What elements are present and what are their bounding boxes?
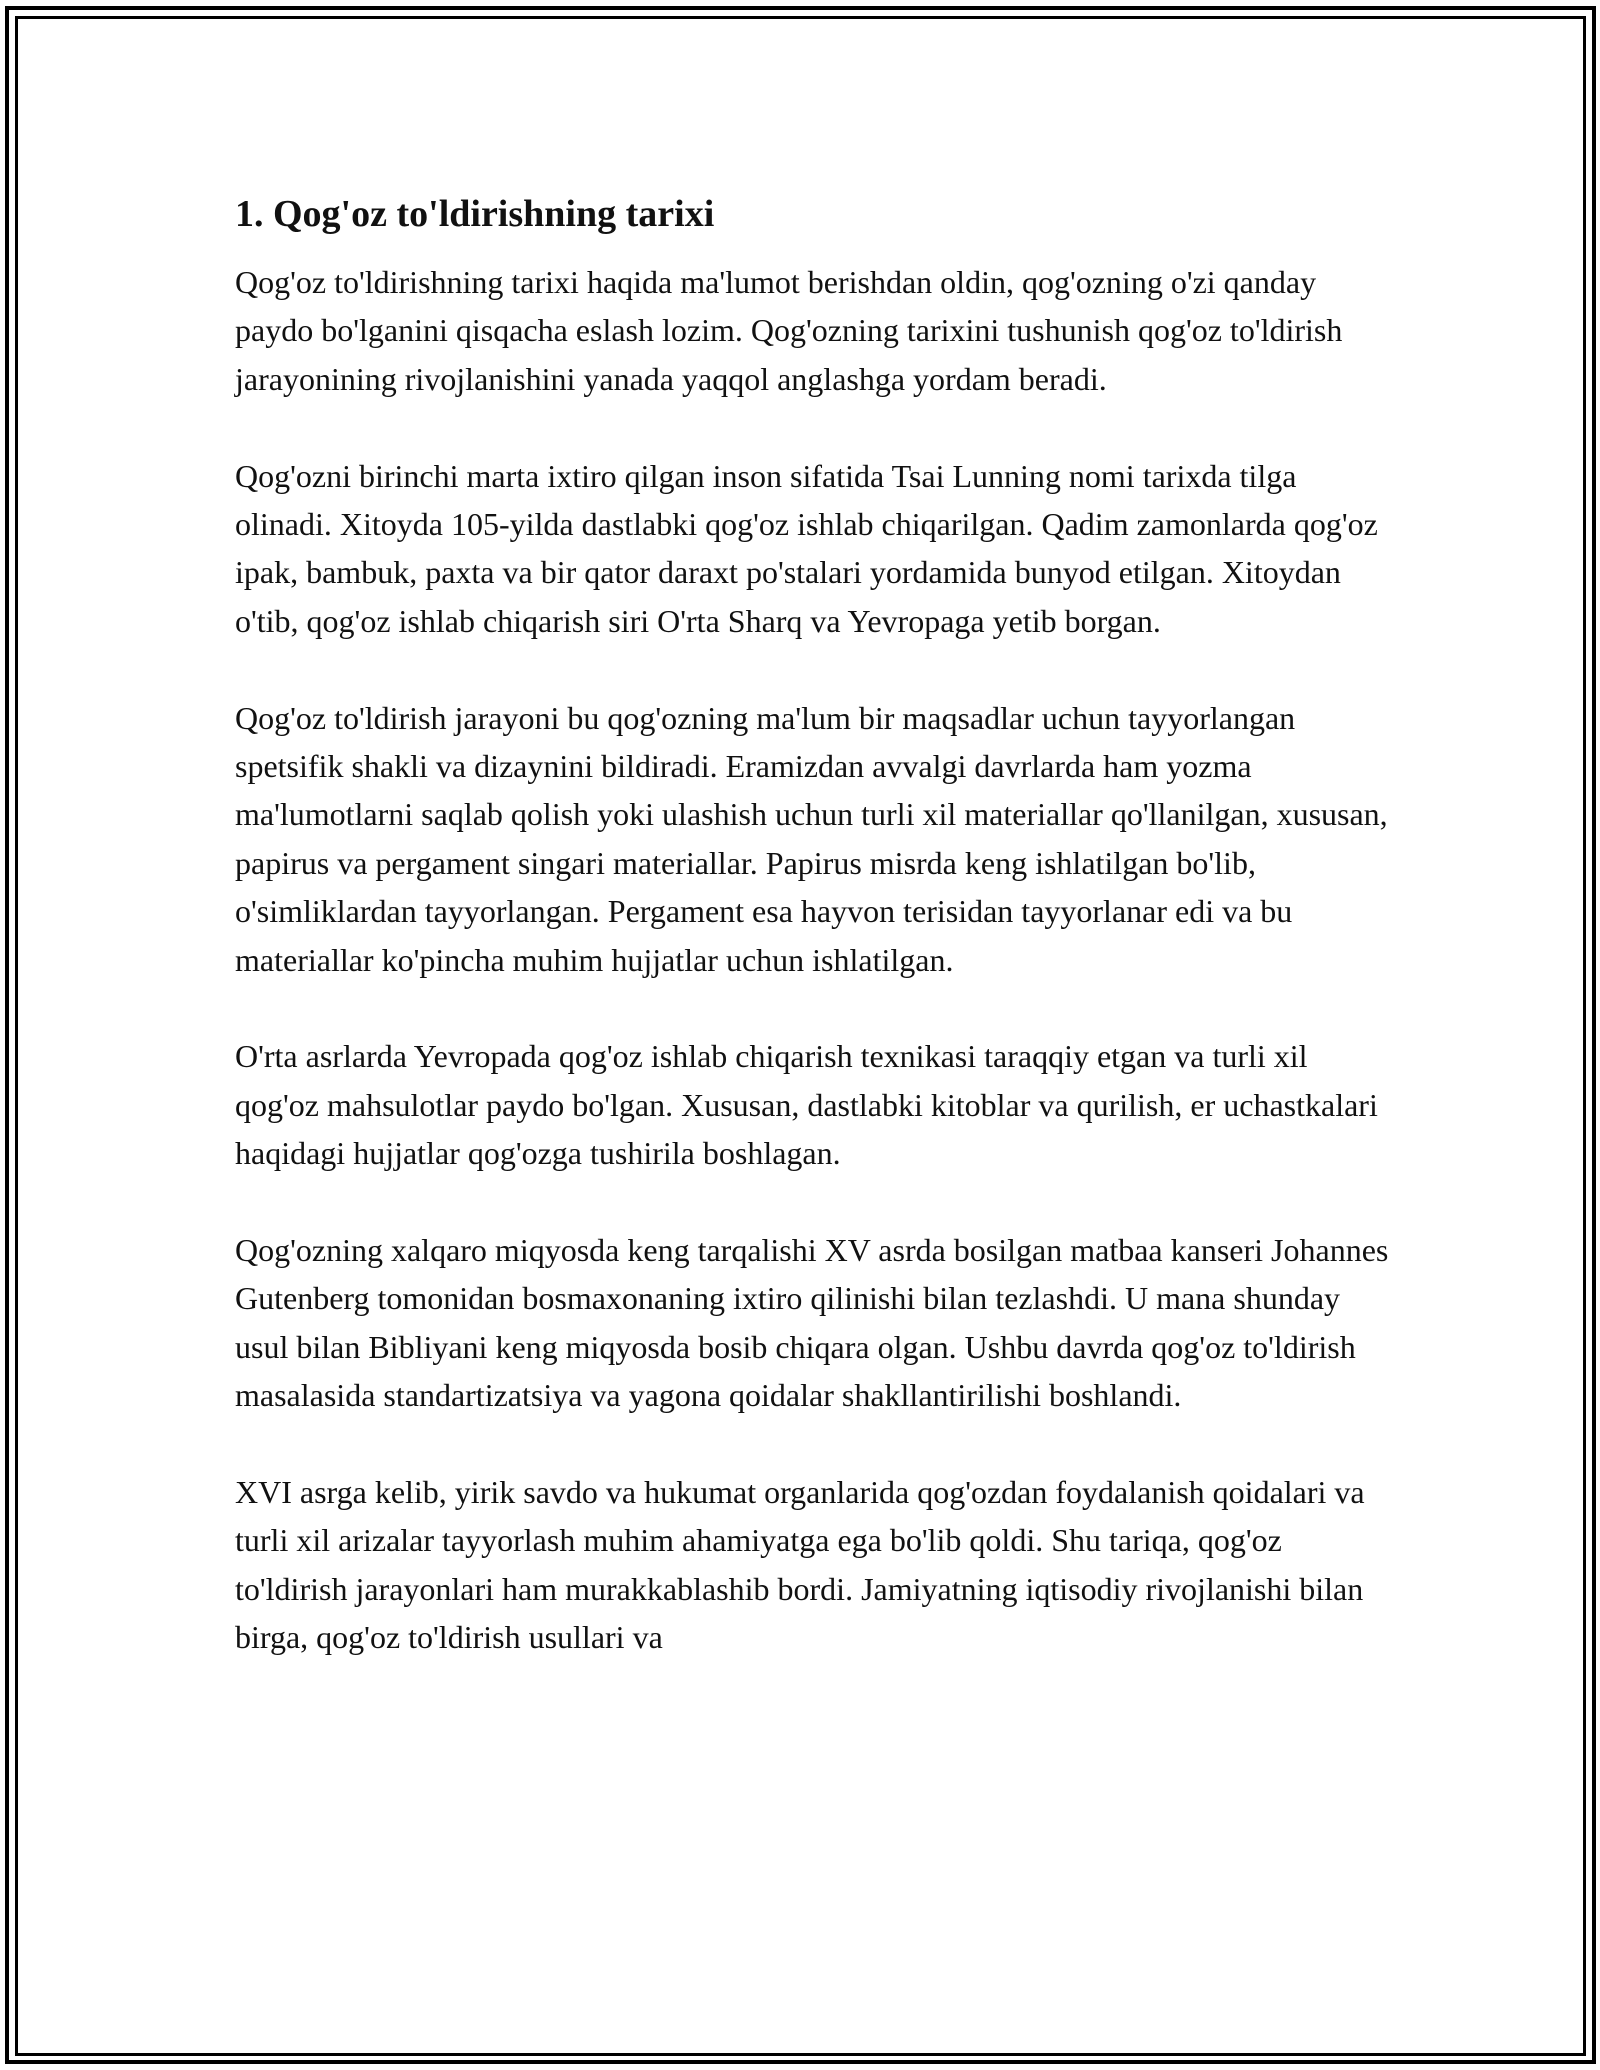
paragraph-1: Qog'oz to'ldirishning tarixi haqida ma'lumot berishdan oldin, qog'ozning o'zi qanday paydo bo'lganini qisqacha eslash lozim. Qog'ozning tarixini tushunish qog'oz to'ldirish jarayonining rivojlanishini yanada yaqqol anglashga yordam beradi.: [235, 264, 1343, 397]
paragraph-6: XVI asrga kelib, yirik savdo va hukumat organlarida qog'ozdan foydalanish qoidalari va turli xil arizalar tayyorlash muhim ahamiyatga ega bo'lib qoldi. Shu tariqa, qog'oz to'ldirish jarayonlari ham murakkablashib bordi. Jamiyatning iqtisodiy rivojlanishi bilan birga, qog'oz to'ldirish usullari va: [235, 1474, 1365, 1656]
paragraph-4: O'rta asrlarda Yevropada qog'oz ishlab chiqarish texnikasi taraqqiy etgan va turli xil qog'oz mahsulotlar paydo bo'lgan. Xususan, dastlabki kitoblar va qurilish, er uchastkalari haqidagi hujjatlar qog'ozga tushirila boshlagan.: [235, 1038, 1378, 1172]
section-heading: 1. Qog'oz to'ldirishning tarixi: [235, 193, 715, 235]
document-body: [235, 188, 1395, 1710]
paragraph-5: Qog'ozning xalqaro miqyosda keng tarqalishi XV asrda bosilgan matbaa kanseri Johannes Gutenberg tomonidan bosmaxonaning ixtiro qilinishi bilan tezlashdi. U mana shunday usul bilan Bibliyani keng miqyosda bosib chiqara olgan. Ushbu davrda qog'oz to'ldirish masalasida standartizatsiya va yagona qoidalar shakllantirilishi boshlandi.: [235, 1232, 1389, 1414]
paragraph-3: Qog'oz to'ldirish jarayoni bu qog'ozning ma'lum bir maqsadlar uchun tayyorlangan spetsifik shakli va dizaynini bildiradi. Eramizdan avvalgi davrlarda ham yozma ma'lumotlarni saqlab qolish yoki ulashish uchun turli xil materiallar qo'llanilgan, xususan, papirus va pergament singari materiallar. Papirus misrda keng ishlatilgan bo'lib, o'simliklardan tayyorlangan. Pergament esa hayvon terisidan tayyorlanar edi va bu materiallar ko'pincha muhim hujjatlar uchun ishlatilgan.: [235, 699, 1388, 978]
paragraph-2: Qog'ozni birinchi marta ixtiro qilgan inson sifatida Tsai Lunning nomi tarixda tilga olinadi. Xitoyda 105-yilda dastlabki qog'oz ishlab chiqarilgan. Qadim zamonlarda qog'oz ipak, bambuk, paxta va bir qator daraxt po'stalari yordamida bunyod etilgan. Xitoydan o'tib, qog'oz ishlab chiqarish siri O'rta Sharq va Yevropaga yetib borgan.: [235, 457, 1378, 639]
